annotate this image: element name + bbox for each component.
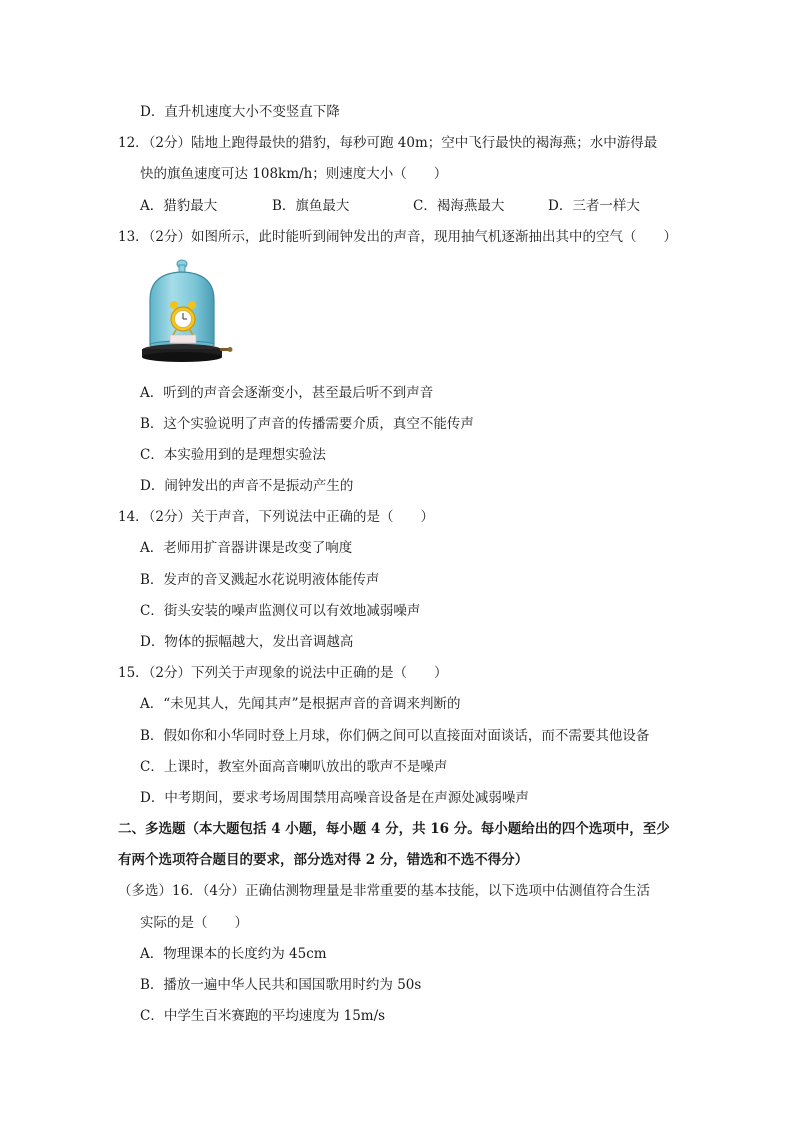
q13-option-a: A．听到的声音会逐渐变小，甚至最后听不到声音	[140, 385, 434, 401]
q16-stem-line2: 实际的是（ ）	[140, 915, 248, 931]
q16-option-b: B．播放一遍中华人民共和国国歌用时约为 50s	[140, 977, 422, 993]
q12-option-c: C．褐海燕最大	[413, 198, 505, 214]
q15-stem: 15．（2分）下列关于声现象的说法中正确的是（ ）	[118, 665, 448, 681]
q16-option-a: A．物理课本的长度约为 45cm	[140, 946, 327, 962]
q15-option-c: C．上课时，教室外面高音喇叭放出的歌声不是噪声	[140, 759, 448, 775]
q14-option-b: B．发声的音叉溅起水花说明液体能传声	[140, 572, 380, 588]
q14-option-c: C．街头安装的噪声监测仪可以有效地减弱噪声	[140, 603, 421, 619]
q15-option-b: B．假如你和小华同时登上月球，你们俩之间可以直接面对面谈话，而不需要其他设备	[140, 728, 650, 744]
q14-option-a: A．老师用扩音器讲课是改变了响度	[140, 540, 353, 556]
q14-stem: 14．（2分）关于声音，下列说法中正确的是（ ）	[118, 509, 435, 525]
q12-option-b: B．旗鱼最大	[272, 198, 350, 214]
q12-option-d: D．三者一样大	[548, 198, 640, 214]
q13-option-d: D．闹钟发出的声音不是振动产生的	[140, 478, 354, 494]
q15-option-a: A．“未见其人，先闻其声”是根据声音的音调来判断的	[140, 696, 461, 712]
q13-option-c: C．本实验用到的是理想实验法	[140, 447, 326, 463]
q12-stem-line2: 快的旗鱼速度可达 108km/h；则速度大小（ ）	[140, 166, 448, 182]
q11-option-d: D．直升机速度大小不变竖直下降	[140, 104, 340, 120]
q14-option-d: D．物体的振幅越大，发出音调越高	[140, 634, 354, 650]
q16-stem-line1: （多选）16．（4分）正确估测物理量是非常重要的基本技能，以下选项中估测值符合生活	[118, 883, 651, 899]
q12-stem-line1: 12．（2分）陆地上跑得最快的猎豹，每秒可跑 40m；空中飞行最快的褐海燕；水中游得最	[118, 135, 658, 151]
q15-option-d: D．中考期间，要求考场周围禁用高噪音设备是在声源处减弱噪声	[140, 790, 529, 806]
section-2-heading-line1: 二、多选题（本大题包括 4 小题，每小题 4 分，共 16 分。每小题给出的四个选项中，至少	[118, 821, 670, 837]
bell-jar-alarm-clock-figure	[140, 255, 240, 370]
q12-option-a: A．猎豹最大	[140, 198, 218, 214]
section-2-heading-line2: 有两个选项符合题目的要求，部分选对得 2 分，错选和不选不得分）	[118, 852, 529, 868]
q13-option-b: B．这个实验说明了声音的传播需要介质，真空不能传声	[140, 416, 474, 432]
q13-stem: 13．（2分）如图所示，此时能听到闹钟发出的声音，现用抽气机逐渐抽出其中的空气（ ）	[118, 229, 678, 245]
q16-option-c: C．中学生百米赛跑的平均速度为 15m/s	[140, 1008, 386, 1024]
